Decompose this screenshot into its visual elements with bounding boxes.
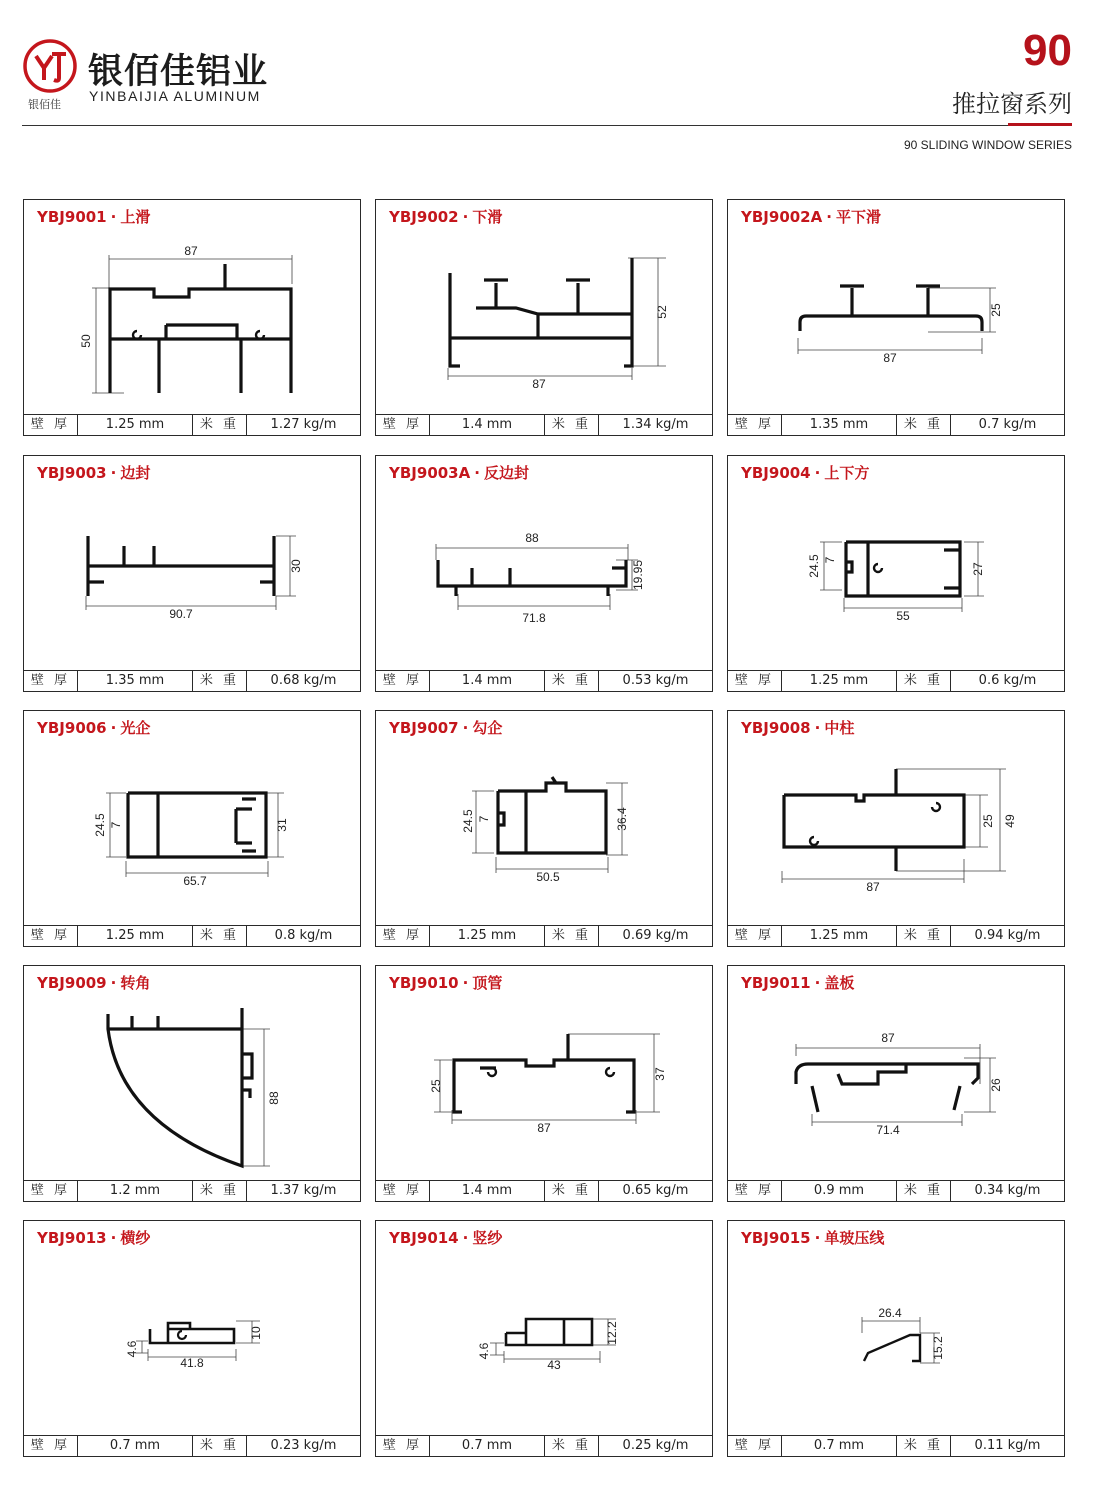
profile-title: YBJ9002A · 平下滑 <box>741 208 881 226</box>
spec-row <box>376 925 712 946</box>
spec-weight-value: 0.69 kg/m <box>622 928 689 943</box>
dim-label: 26 <box>989 1078 1003 1092</box>
profile-drawing <box>24 994 360 1182</box>
dim-label: 4.6 <box>125 1340 139 1358</box>
spec-row <box>728 670 1064 691</box>
profile-card <box>727 455 1065 692</box>
profile-title: YBJ9011 · 盖板 <box>741 974 855 992</box>
spec-thickness-label: 壁 厚 <box>728 415 782 435</box>
spec-thickness-label: 壁 厚 <box>728 1181 782 1201</box>
dim-label: 49 <box>1003 814 1017 828</box>
spec-weight-label: 米 重 <box>545 926 599 946</box>
profile-drawing <box>376 994 712 1182</box>
dim-label: 25 <box>429 1079 443 1093</box>
dim-label: 30 <box>289 559 303 573</box>
dim-label: 25 <box>989 303 1003 317</box>
dim-label: 87 <box>881 1031 895 1045</box>
dim-label: 7 <box>109 821 123 829</box>
dim-label: 65.7 <box>183 874 207 888</box>
profile-title: YBJ9010 · 顶管 <box>389 974 503 992</box>
dim-label: 52 <box>655 305 669 319</box>
dim-label: 41.8 <box>180 1356 204 1370</box>
dim-label: 24.5 <box>461 809 475 833</box>
brand-name-cn: 银佰佳铝业 <box>88 52 269 92</box>
spec-thickness-label: 壁 厚 <box>24 1181 78 1201</box>
dim-label: 50 <box>79 334 93 348</box>
profile-title: YBJ9008 · 中柱 <box>741 719 855 737</box>
spec-weight-label: 米 重 <box>193 1436 247 1456</box>
company-logo-icon <box>22 38 78 94</box>
profile-card <box>727 965 1065 1202</box>
dim-label: 25 <box>981 814 995 828</box>
profile-card <box>23 710 361 947</box>
profile-title: YBJ9002 · 下滑 <box>389 208 503 226</box>
spec-row <box>376 414 712 435</box>
spec-weight-label: 米 重 <box>545 1181 599 1201</box>
page-header <box>0 0 1100 160</box>
profile-drawing <box>376 1249 712 1437</box>
dim-label: 87 <box>184 244 198 258</box>
brand-name-en: YINBAIJIA ALUMINUM <box>89 88 261 104</box>
spec-weight-value: 0.68 kg/m <box>270 673 337 688</box>
spec-thickness-value: 1.25 mm <box>78 926 193 946</box>
spec-row <box>728 414 1064 435</box>
spec-row <box>24 1180 360 1201</box>
spec-weight-label: 米 重 <box>545 415 599 435</box>
profile-drawing <box>24 228 360 416</box>
spec-weight-value: 0.23 kg/m <box>270 1438 337 1453</box>
spec-row <box>728 1435 1064 1456</box>
spec-thickness-value: 1.25 mm <box>782 671 897 691</box>
spec-thickness-label: 壁 厚 <box>376 671 430 691</box>
spec-row <box>376 1180 712 1201</box>
spec-weight-value: 0.94 kg/m <box>974 928 1041 943</box>
dim-label: 71.8 <box>522 611 546 625</box>
profile-drawing <box>728 994 1064 1182</box>
spec-thickness-value: 1.35 mm <box>782 415 897 435</box>
spec-weight-label: 米 重 <box>193 415 247 435</box>
spec-row <box>24 414 360 435</box>
profile-drawing <box>376 739 712 927</box>
profile-title: YBJ9007 · 勾企 <box>389 719 503 737</box>
dim-label: 10 <box>249 1326 263 1340</box>
logo-caption: 银佰佳 <box>28 98 61 111</box>
spec-thickness-value: 0.7 mm <box>78 1436 193 1456</box>
spec-weight-value: 0.8 kg/m <box>274 928 333 943</box>
dim-label: 43 <box>547 1358 561 1372</box>
spec-weight-value: 1.34 kg/m <box>622 417 689 432</box>
profile-drawing <box>376 228 712 416</box>
dim-label: 87 <box>866 880 880 894</box>
profile-drawing <box>728 739 1064 927</box>
spec-weight-value: 1.27 kg/m <box>270 417 337 432</box>
spec-weight-label: 米 重 <box>545 1436 599 1456</box>
dim-label: 24.5 <box>807 554 821 578</box>
spec-row <box>728 1180 1064 1201</box>
spec-thickness-label: 壁 厚 <box>728 926 782 946</box>
spec-weight-label: 米 重 <box>897 671 951 691</box>
profile-drawing <box>728 1249 1064 1437</box>
spec-thickness-label: 壁 厚 <box>376 926 430 946</box>
profile-card <box>375 1220 713 1457</box>
profile-title: YBJ9004 · 上下方 <box>741 464 870 482</box>
spec-weight-label: 米 重 <box>897 926 951 946</box>
profile-card <box>23 199 361 436</box>
profile-card <box>23 965 361 1202</box>
spec-thickness-label: 壁 厚 <box>24 1436 78 1456</box>
spec-weight-value: 0.34 kg/m <box>974 1183 1041 1198</box>
series-number: 90 <box>1023 26 1072 75</box>
spec-thickness-value: 1.35 mm <box>78 671 193 691</box>
profile-card <box>23 455 361 692</box>
dim-label: 87 <box>532 377 546 391</box>
spec-thickness-label: 壁 厚 <box>376 1181 430 1201</box>
spec-thickness-label: 壁 厚 <box>728 671 782 691</box>
dim-label: 12.2 <box>605 1321 619 1345</box>
profile-title: YBJ9003A · 反边封 <box>389 464 529 482</box>
spec-weight-label: 米 重 <box>897 1436 951 1456</box>
profile-drawing <box>728 484 1064 672</box>
spec-thickness-value: 1.25 mm <box>782 926 897 946</box>
profile-drawing <box>24 484 360 672</box>
profile-card <box>375 455 713 692</box>
spec-weight-label: 米 重 <box>897 415 951 435</box>
spec-thickness-label: 壁 厚 <box>24 415 78 435</box>
profile-card <box>727 1220 1065 1457</box>
profile-drawing <box>24 1249 360 1437</box>
spec-weight-value: 1.37 kg/m <box>270 1183 337 1198</box>
spec-weight-label: 米 重 <box>193 671 247 691</box>
series-title-cn: 推拉窗系列 <box>952 90 1072 118</box>
profile-card <box>23 1220 361 1457</box>
spec-thickness-value: 0.9 mm <box>782 1181 897 1201</box>
spec-thickness-label: 壁 厚 <box>24 671 78 691</box>
spec-weight-label: 米 重 <box>545 671 599 691</box>
spec-weight-label: 米 重 <box>193 926 247 946</box>
spec-thickness-label: 壁 厚 <box>24 926 78 946</box>
dim-label: 90.7 <box>169 607 193 621</box>
spec-thickness-label: 壁 厚 <box>728 1436 782 1456</box>
spec-thickness-value: 1.4 mm <box>430 415 545 435</box>
spec-weight-value: 0.7 kg/m <box>978 417 1037 432</box>
profile-card <box>727 199 1065 436</box>
spec-thickness-value: 0.7 mm <box>782 1436 897 1456</box>
spec-thickness-label: 壁 厚 <box>376 415 430 435</box>
dim-label: 26.4 <box>878 1306 902 1320</box>
profile-drawing <box>728 228 1064 416</box>
spec-thickness-value: 0.7 mm <box>430 1436 545 1456</box>
profile-drawing <box>24 739 360 927</box>
dim-label: 7 <box>477 815 491 823</box>
dim-label: 88 <box>267 1091 281 1105</box>
spec-weight-value: 0.6 kg/m <box>978 673 1037 688</box>
spec-row <box>376 670 712 691</box>
spec-row <box>376 1435 712 1456</box>
spec-thickness-value: 1.4 mm <box>430 1181 545 1201</box>
profile-card <box>375 710 713 947</box>
series-title-en: 90 SLIDING WINDOW SERIES <box>903 138 1072 152</box>
dim-label: 24.5 <box>93 813 107 837</box>
spec-weight-label: 米 重 <box>897 1181 951 1201</box>
header-accent-bar <box>1008 123 1072 126</box>
spec-row <box>24 670 360 691</box>
spec-thickness-value: 1.2 mm <box>78 1181 193 1201</box>
profile-card <box>375 199 713 436</box>
spec-row <box>24 1435 360 1456</box>
profile-title: YBJ9009 · 转角 <box>37 974 151 992</box>
spec-weight-value: 0.25 kg/m <box>622 1438 689 1453</box>
spec-thickness-value: 1.25 mm <box>430 926 545 946</box>
spec-thickness-value: 1.4 mm <box>430 671 545 691</box>
spec-weight-label: 米 重 <box>193 1181 247 1201</box>
dim-label: 31 <box>275 818 289 832</box>
dim-label: 36.4 <box>615 807 629 831</box>
dim-label: 19.95 <box>631 559 645 591</box>
spec-row <box>728 925 1064 946</box>
profile-title: YBJ9014 · 竖纱 <box>389 1229 503 1247</box>
profile-card <box>727 710 1065 947</box>
dim-label: 71.4 <box>876 1123 900 1137</box>
header-divider <box>22 125 1072 126</box>
profile-title: YBJ9006 · 光企 <box>37 719 151 737</box>
spec-thickness-value: 1.25 mm <box>78 415 193 435</box>
spec-row <box>24 925 360 946</box>
dim-label: 50.5 <box>536 870 560 884</box>
dim-label: 55 <box>896 609 910 623</box>
dim-label: 7 <box>823 556 837 564</box>
dim-label: 87 <box>537 1121 551 1135</box>
profile-title: YBJ9003 · 边封 <box>37 464 151 482</box>
profile-title: YBJ9015 · 单玻压线 <box>741 1229 885 1247</box>
spec-thickness-label: 壁 厚 <box>376 1436 430 1456</box>
dim-label: 37 <box>653 1067 667 1081</box>
profile-card <box>375 965 713 1202</box>
profile-title: YBJ9013 · 横纱 <box>37 1229 151 1247</box>
dim-label: 15.2 <box>931 1336 945 1360</box>
dim-label: 87 <box>883 351 897 365</box>
spec-weight-value: 0.65 kg/m <box>622 1183 689 1198</box>
profile-drawing <box>376 484 712 672</box>
profile-title: YBJ9001 · 上滑 <box>37 208 151 226</box>
spec-weight-value: 0.11 kg/m <box>974 1438 1041 1453</box>
spec-weight-value: 0.53 kg/m <box>622 673 689 688</box>
dim-label: 88 <box>525 531 539 545</box>
dim-label: 27 <box>971 562 985 576</box>
dim-label: 4.6 <box>477 1342 491 1360</box>
